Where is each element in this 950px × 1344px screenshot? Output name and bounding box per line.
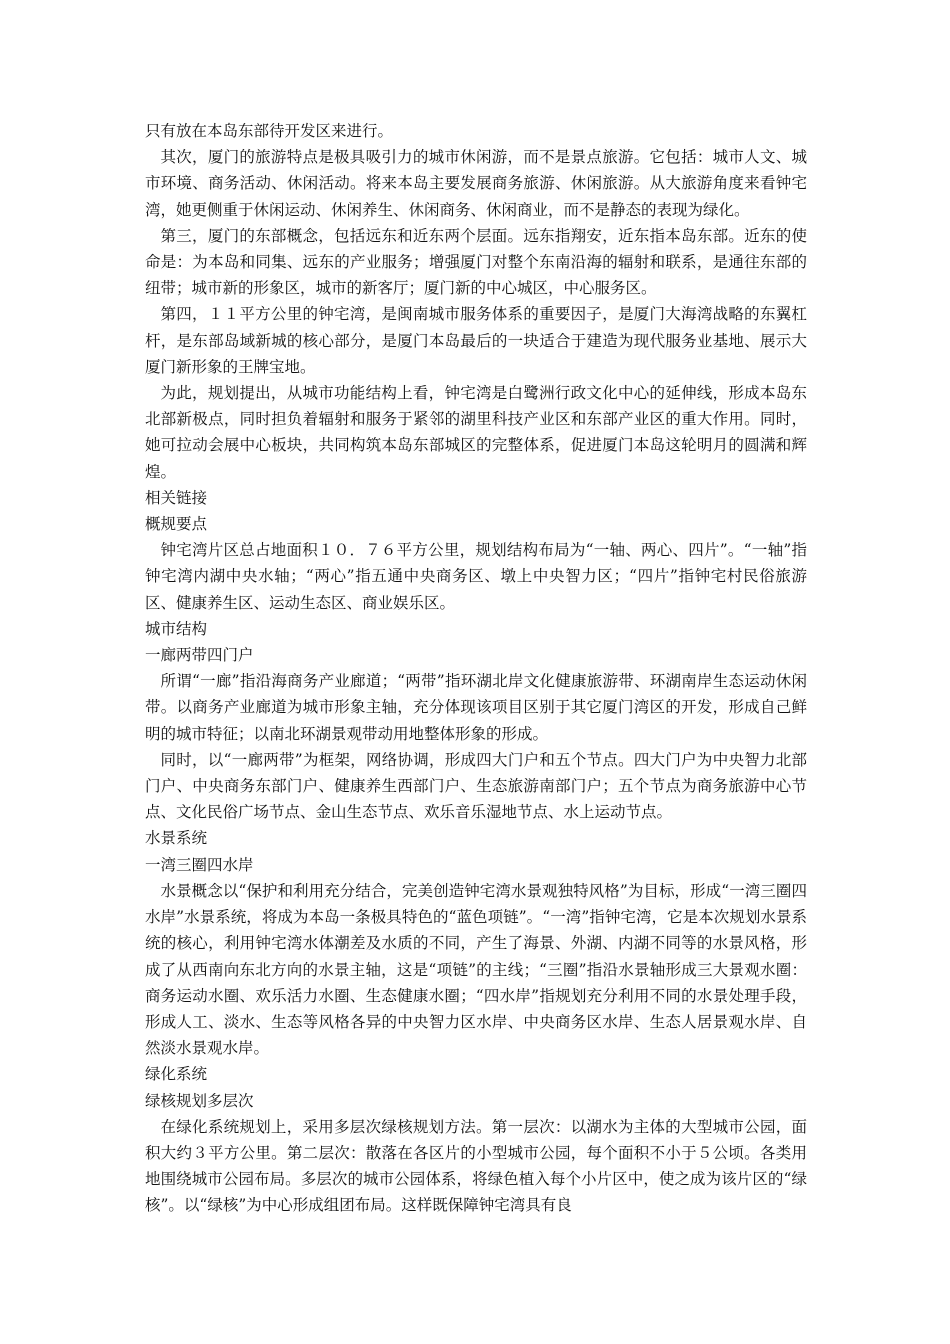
paragraph: 所谓“一廊”指沿海商务产业廊道；“两带”指环湖北岸文化健康旅游带、环湖南岸生态运动休闲带。以商务产业廊道为城市形象主轴，充分体现该项目区别于其它厦门湾区的开发，形成自己鲜明的城市特征；以南北环湖景观带动用地整体形象的形成。 — [145, 672, 807, 743]
section-heading: 一廊两带四门户 — [145, 646, 254, 665]
section-heading: 相关链接 — [145, 488, 208, 507]
paragraph: 只有放在本岛东部待开发区来进行。 — [145, 122, 394, 140]
section-heading: 绿化系统 — [145, 1065, 208, 1084]
document-page — [145, 118, 807, 1219]
paragraph: 为此，规划提出，从城市功能结构上看，钟宅湾是白鹭洲行政文化中心的延伸线，形成本岛东北部新极点，同时担负着辐射和服务于紧邻的湖里科技产业区和东部产业区的重大作用。同时，她可拉动会展中心板块，共同构筑本岛东部城区的完整体系，促进厦门本岛这轮明月的圆满和辉煌。 — [145, 384, 807, 481]
section-heading: 概规要点 — [145, 515, 208, 534]
section-heading: 水景系统 — [145, 829, 208, 848]
section-heading: 城市结构 — [145, 619, 208, 638]
paragraph: 水景概念以“保护和利用充分结合，完美创造钟宅湾水景观独特风格”为目标，形成“一湾三圈四水岸”水景系统，将成为本岛一条极具特色的“蓝色项链”。“一湾”指钟宅湾，它是本次规划水景系统的核心，利用钟宅湾水体潮差及水质的不同，产生了海景、外湖、内湖不同等的水景风格，形成了从西南向东北方向的水景主轴，这是“项链”的主线；“三圈”指沿水景轴形成三大景观水圈：商务运动水圈、欢乐活力水圈、生态健康水圈；“四水岸”指规划充分利用不同的水景处理手段，形成人工、淡水、生态等风格各异的中央智力区水岸、中央商务区水岸、生态人居景观水岸、自然淡水景观水岸。 — [145, 881, 807, 1058]
paragraph: 第四，１１平方公里的钟宅湾，是闽南城市服务体系的重要因子，是厦门大海湾战略的东翼杠杆，是东部岛域新城的核心部分，是厦门本岛最后的一块适合于建造为现代服务业基地、展示大厦门新形象的王牌宝地。 — [145, 305, 807, 376]
paragraph: 同时，以“一廊两带”为框架，网络协调，形成四大门户和五个节点。四大门户为中央智力北部门户、中央商务东部门户、健康养生西部门户、生态旅游南部门户；五个节点为商务旅游中心节点、文化民俗广场节点、金山生态节点、欢乐音乐湿地节点、水上运动节点。 — [145, 750, 807, 822]
paragraph: 第三，厦门的东部概念，包括远东和近东两个层面。远东指翔安，近东指本岛东部。近东的使命是：为本岛和同集、远东的产业服务；增强厦门对整个东南沿海的辐射和联系，是通往东部的纽带；城市新的形象区，城市的新客厅；厦门新的中心城区，中心服务区。 — [145, 226, 807, 298]
section-heading: 一湾三圈四水岸 — [145, 855, 254, 874]
paragraph: 其次，厦门的旅游特点是极具吸引力的城市休闲游，而不是景点旅游。它包括：城市人文、城市环境、商务活动、休闲活动。将来本岛主要发展商务旅游、休闲旅游。从大旅游角度来看钟宅湾，她更侧重于休闲运动、休闲养生、休闲商务、休闲商业，而不是静态的表现为绿化。 — [145, 148, 807, 219]
paragraph: 钟宅湾片区总占地面积１０．７６平方公里，规划结构布局为“一轴、两心、四片”。“一轴”指钟宅湾内湖中央水轴；“两心”指五通中央商务区、墩上中央智力区；“四片”指钟宅村民俗旅游区、健康养生区、运动生态区、商业娱乐区。 — [145, 541, 807, 612]
paragraph: 在绿化系统规划上，采用多层次绿核规划方法。第一层次：以湖水为主体的大型城市公园，面积大约３平方公里。第二层次：散落在各区片的小型城市公园，每个面积不小于５公顷。各类用地围绕城市公园布局。多层次的城市公园体系，将绿色植入每个小片区中，使之成为该片区的“绿核”。以“绿核”为中心形成组团布局。这样既保障钟宅湾具有良 — [145, 1117, 807, 1215]
section-heading: 绿核规划多层次 — [145, 1091, 254, 1110]
